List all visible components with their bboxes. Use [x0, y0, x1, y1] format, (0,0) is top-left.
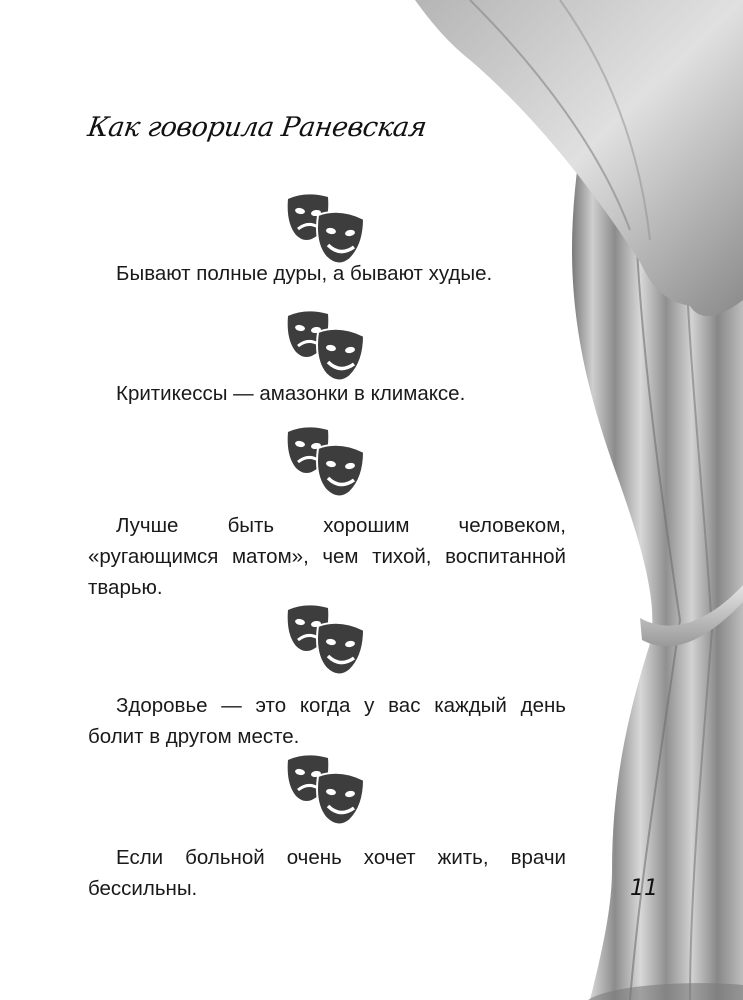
theater-masks-icon: [284, 193, 368, 267]
quote-text: Бывают полные дуры, а бывают худые.: [116, 262, 493, 285]
theater-masks-icon: [284, 604, 368, 678]
section-heading: Как говорила Раневская: [85, 112, 429, 143]
quote-text: Если больной очень хочет жить, врачи бессильны.: [88, 846, 566, 900]
quote-text: Лучше быть хорошим человеком, «ругающимся матом», чем тихой, воспитанной тварью.: [88, 514, 566, 599]
theater-masks-icon: [284, 426, 368, 500]
quote-text: Критикессы — амазонки в климаксе.: [116, 382, 466, 405]
theater-masks-icon: [284, 754, 368, 828]
page-number: 11: [630, 876, 658, 901]
theater-masks-icon: [284, 310, 368, 384]
quote-text: Здоровье — это когда у вас каждый день болит в другом месте.: [88, 694, 566, 748]
